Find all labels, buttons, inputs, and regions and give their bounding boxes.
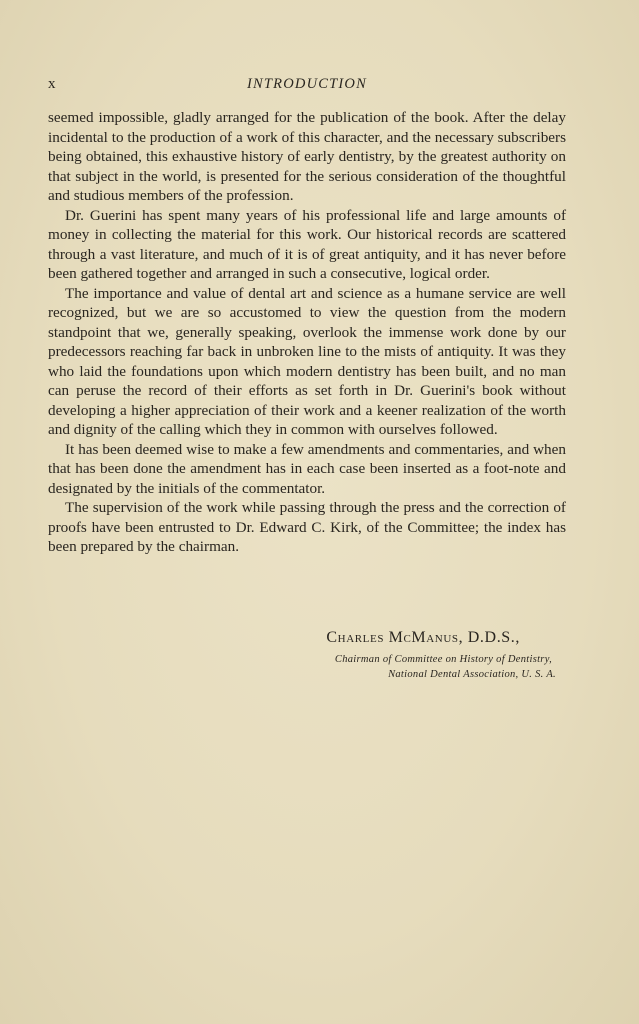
paragraph: The supervision of the work while passing through the press and the correction of proofs have been entrusted to Dr. Edward C. Kirk, of the Committee; the index has been prepared by the chairman.	[48, 499, 566, 555]
signature-organization: National Dental Association, U. S. A.	[388, 669, 556, 680]
paragraph: seemed impossible, gladly arranged for the publication of the book. After the delay incidental to the production of a work of this character, and the necessary subscribers being obtained, this exhaustive history of early dentistry, by the greatest authority on that subject in the world, is presented for the serious consideration of the thoughtful and studious members of the profession.	[48, 109, 566, 204]
body-text	[48, 108, 566, 557]
page-header	[48, 76, 566, 94]
running-head: INTRODUCTION	[247, 76, 367, 92]
signature-block	[48, 628, 566, 682]
signature-title: Chairman of Committee on History of Dentistry,	[334, 654, 552, 665]
paragraph: The importance and value of dental art and science as a humane service are well recognized, but we are so accustomed to view the question from the modern standpoint that we, generally speaking, overlook the immense work done by our predecessors reaching far back in unbroken line to the mists of antiquity. It was they who laid the foundations upon which modern dentistry has been built, and no man can peruse the record of their efforts as set forth in Dr. Guerini's book without developing a higher appreciation of their work and a keener realization of the worth and dignity of the calling which they in common with ourselves followed.	[48, 284, 566, 438]
paragraph: Dr. Guerini has spent many years of his professional life and large amounts of money in collecting the material for this work. Our historical records are scattered through a vast literature, and much of it is of great antiquity, and it has never before been gathered together and arranged in such a consecutive, logical order.	[48, 206, 566, 282]
signature-name: Charles McManus, D.D.S.,	[326, 629, 520, 646]
page-number: x	[48, 76, 56, 92]
paragraph: It has been deemed wise to make a few amendments and commentaries, and when that has been done the amendment has in each case been inserted as a foot-note and designated by the initials of the commentator.	[48, 440, 566, 497]
